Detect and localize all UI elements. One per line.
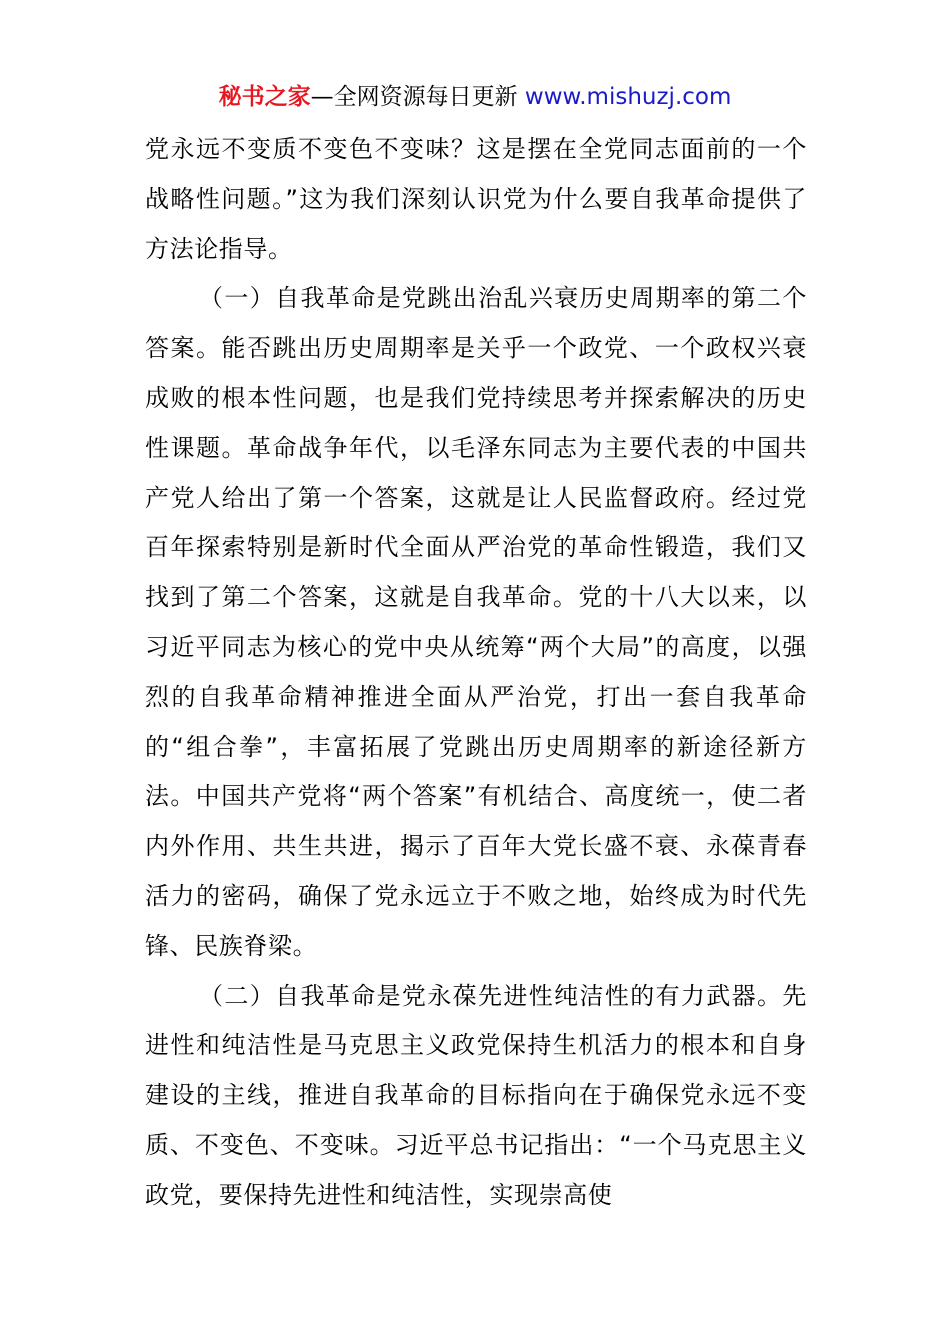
document-body — [145, 125, 807, 1221]
paragraph-section-one: （一）自我革命是党跳出治乱兴衰历史周期率的第二个答案。能否跳出历史周期率是关乎一个政党、一个政权兴衰成败的根本性问题，也是我们党持续思考并探索解决的历史性课题。革命战争年代，以毛泽东同志为主要代表的中国共产党人给出了第一个答案，这就是让人民监督政府。经过党百年探索特别是新时代全面从严治党的革命性锻造，我们又找到了第二个答案，这就是自我革命。党的十八大以来，以习近平同志为核心的党中央从统筹“两个大局”的高度，以强烈的自我革命精神推进全面从严治党，打出一套自我革命的“组合拳”，丰富拓展了党跳出历史周期率的新途径新方法。中国共产党将“两个答案”有机结合、高度统一，使二者内外作用、共生共进，揭示了百年大党长盛不衰、永葆青春活力的密码，确保了党永远立于不败之地，始终成为时代先锋、民族脊梁。 — [145, 284, 807, 960]
header-brand: 秘书之家 — [218, 84, 311, 110]
paragraph-continuation: 党永远不变质不变色不变味？这是摆在全党同志面前的一个战略性问题。”这为我们深刻认识党为什么要自我革命提供了方法论指导。 — [145, 135, 807, 263]
paragraph-section-two: （二）自我革命是党永葆先进性纯洁性的有力武器。先进性和纯洁性是马克思主义政党保持生机活力的根本和自身建设的主线，推进自我革命的目标指向在于确保党永远不变质、不变色、不变味。习近平总书记指出：“一个马克思主义政党，要保持先进性和纯洁性，实现崇高使 — [145, 981, 807, 1209]
header-url-link[interactable]: www.mishuzj.com — [524, 84, 732, 110]
header-tagline: —全网资源每日更新 — [310, 84, 525, 110]
page-header — [0, 82, 950, 112]
